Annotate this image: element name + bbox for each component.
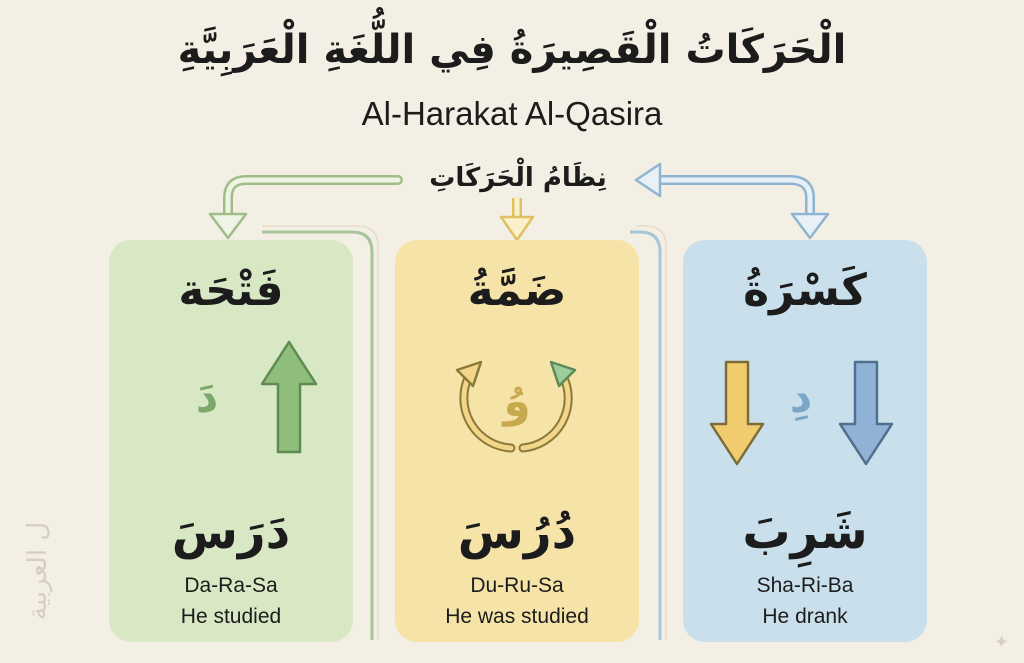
card-kasra (683, 240, 927, 642)
card-fatha-name: فَتْحَة (178, 265, 284, 316)
arrowhead-fatha (210, 214, 246, 238)
card-damma-name: ضَمَّةُ (467, 265, 567, 316)
fatha-letter: دَ (195, 372, 219, 423)
card-kasra-visual (683, 332, 927, 482)
watermark: ل العربية (23, 521, 53, 620)
sparkle-icon: ✦ (994, 632, 1010, 653)
card-damma-visual (395, 332, 639, 482)
arrowhead-damma (501, 217, 533, 240)
card-damma (395, 240, 639, 642)
up-arrow-icon (109, 332, 353, 482)
card-kasra-meaning: He drank (762, 605, 848, 628)
card-fatha-word: دَرَسَ (171, 504, 291, 560)
vowel-system-label: نِظَامُ الْحَرَكَاتِ (404, 158, 632, 198)
card-kasra-transliteration: Sha-Ri-Ba (756, 574, 854, 597)
card-damma-meaning: He was studied (445, 605, 589, 628)
card-fatha-meaning: He studied (180, 605, 282, 628)
page-title-arabic: الْحَرَكَاتُ الْقَصِيرَةُ فِي اللُّغَةِ الْعَرَبِيَّةِ (177, 27, 847, 73)
connector-to-kasra (660, 180, 810, 218)
card-damma-transliteration: Du-Ru-Sa (470, 574, 564, 597)
card-fatha-transliteration: Da-Ra-Sa (184, 574, 278, 597)
card-kasra-word: شَرِبَ (742, 504, 868, 560)
card-fatha (109, 240, 353, 642)
card-damma-word: دُرُسَ (457, 504, 577, 560)
damma-letter: وُ (503, 376, 531, 427)
arrowhead-kasra (792, 214, 828, 238)
arrowhead-label-right (636, 164, 660, 196)
page-title-english: Al-Harakat Al-Qasira (361, 95, 663, 132)
connector-to-fatha (228, 180, 398, 218)
card-fatha-visual (109, 332, 353, 482)
card-kasra-name: كَسْرَةُ (743, 265, 867, 316)
kasra-letter: دِ (789, 372, 813, 423)
